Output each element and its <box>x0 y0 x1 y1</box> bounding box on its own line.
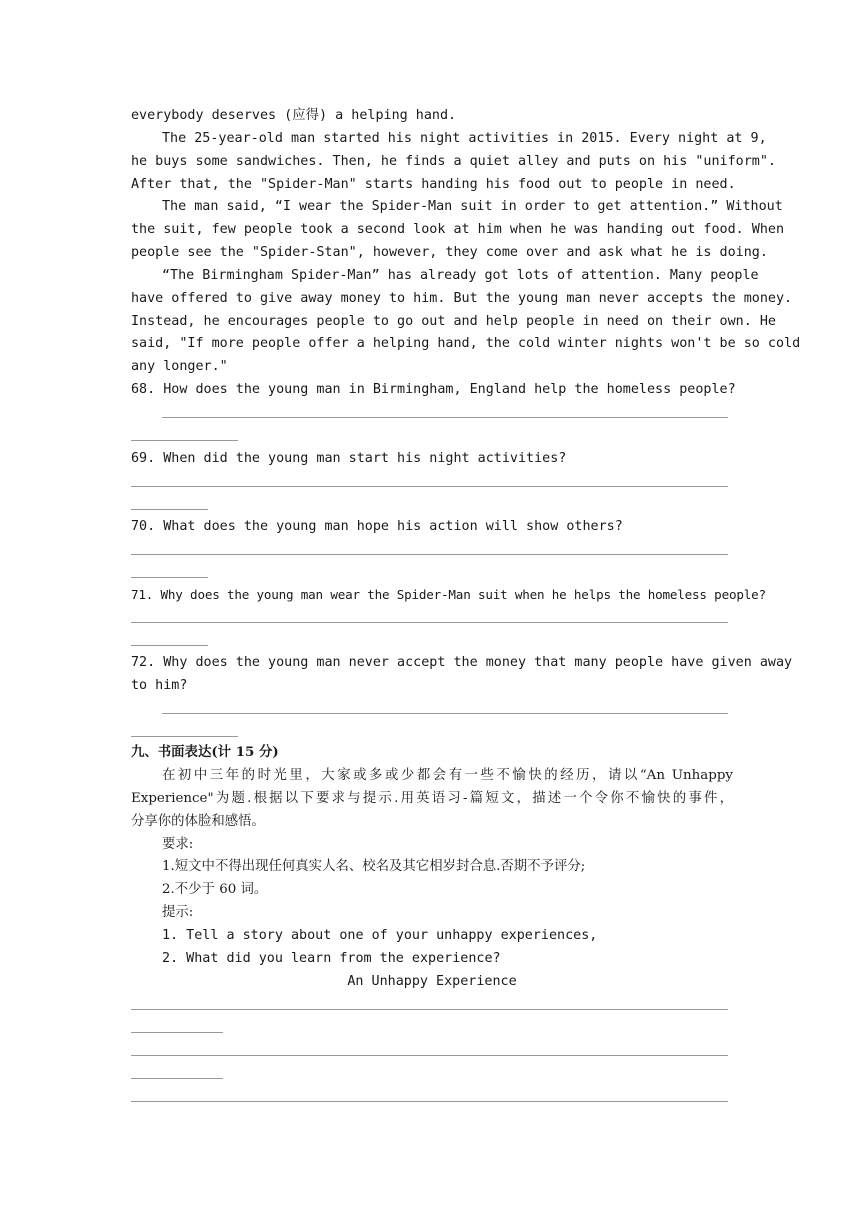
question-72-cont: to him? <box>131 678 188 693</box>
passage-line: “The Birmingham Spider-Man” has already got lots of attention. Many people <box>162 268 759 283</box>
passage-line: said, "If more people offer a helping hand, the cold winter nights won't be so cold <box>131 336 801 351</box>
answer-line-69-end[interactable] <box>131 509 208 510</box>
answer-line-70[interactable] <box>131 554 728 555</box>
question-71: 71. Why does the young man wear the Spider-Man suit when he helps the homeless people? <box>131 587 766 602</box>
answer-line-68[interactable] <box>162 417 728 418</box>
writing-prompt-line: Experience"为题.根据以下要求与提示.用英语习-篇短文，描述一个令你不愉快的事件， <box>131 791 733 806</box>
passage-line: The 25-year-old man started his night activities in 2015. Every night at 9, <box>162 131 767 146</box>
essay-line-end[interactable] <box>131 1078 223 1079</box>
section-heading: 九、书面表达(计 15 分) <box>131 744 279 760</box>
hint-1: 1. Tell a story about one of your unhappy experiences, <box>162 928 598 943</box>
writing-prompt-line: 分享你的体脸和感悟。 <box>131 814 265 829</box>
answer-line-70-end[interactable] <box>131 577 208 578</box>
passage-line: people see the "Spider-Stan", however, they come over and ask what he is doing. <box>131 245 768 260</box>
answer-line-71[interactable] <box>131 622 728 623</box>
essay-line[interactable] <box>131 1009 728 1010</box>
question-69: 69. When did the young man start his night activities? <box>131 451 567 466</box>
requirements-label: 要求: <box>162 837 194 852</box>
question-68: 68. How does the young man in Birmingham, England help the homeless people? <box>131 382 736 397</box>
essay-line[interactable] <box>131 1101 728 1102</box>
passage-line: he buys some sandwiches. Then, he finds a quiet alley and puts on his "uniform". <box>131 154 776 169</box>
answer-line-72[interactable] <box>162 713 728 714</box>
passage-line: After that, the "Spider-Man" starts handing his food out to people in need. <box>131 177 736 192</box>
passage-line: everybody deserves (应得) a helping hand. <box>131 108 457 123</box>
answer-line-68-end[interactable] <box>131 440 238 441</box>
hint-2: 2. What did you learn from the experience? <box>162 951 501 966</box>
answer-line-69[interactable] <box>131 486 728 487</box>
passage-line: Instead, he encourages people to go out and help people in need on their own. He <box>131 314 776 329</box>
question-72: 72. Why does the young man never accept the money that many people have given away <box>131 655 793 670</box>
essay-line-end[interactable] <box>131 1032 223 1033</box>
passage-line: the suit, few people took a second look at him when he was handing out food. When <box>131 222 785 237</box>
answer-line-71-end[interactable] <box>131 645 208 646</box>
essay-line[interactable] <box>131 1055 728 1056</box>
hints-label: 提示: <box>162 905 194 920</box>
answer-line-72-end[interactable] <box>131 736 238 737</box>
passage-line: any longer." <box>131 359 228 374</box>
passage-line: The man said, “I wear the Spider-Man suit in order to get attention.” Without <box>162 199 783 214</box>
requirement-2: 2.不少于 60 词。 <box>162 882 268 897</box>
writing-prompt-line: 在初中三年的时光里，大家或多或少都会有一些不愉快的经历，请以“An Unhappy <box>162 768 733 783</box>
passage-line: have offered to give away money to him. But the young man never accepts the money. <box>131 291 793 306</box>
question-70: 70. What does the young man hope his action will show others? <box>131 519 623 534</box>
requirement-1: 1.短文中不得出现任何真实人名、校名及其它相岁封合息.否期不予评分; <box>162 859 586 874</box>
essay-title: An Unhappy Experience <box>347 974 517 989</box>
